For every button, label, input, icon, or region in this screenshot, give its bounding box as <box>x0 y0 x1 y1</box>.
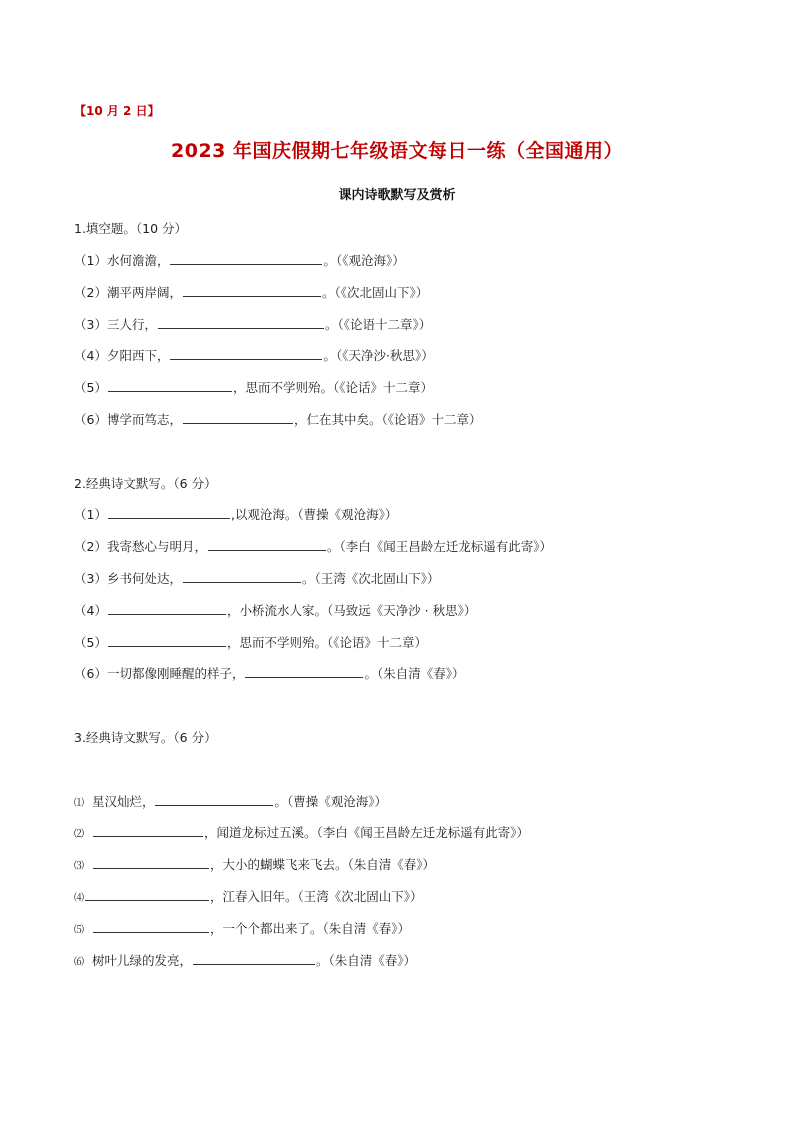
item-text-after: 。（《次北固山下》） <box>321 285 429 300</box>
item-number: ⑴ <box>74 798 84 809</box>
q1-item-6 <box>74 410 481 428</box>
item-text-before: 我寄愁心与明月， <box>106 539 207 554</box>
item-text-after: ，一个个都出来了。（朱自清《春》） <box>209 921 410 936</box>
question-1-heading: 1.填空题。（10 分） <box>74 221 188 236</box>
item-text-after: 。（《观沧海》） <box>323 253 405 268</box>
item-text-after: 。（《论语十二章》） <box>324 317 432 332</box>
q1-item-4 <box>74 346 434 364</box>
item-text-after: 。（曹操《观沧海》） <box>274 794 387 809</box>
item-number: （1） <box>74 507 107 522</box>
q2-item-3 <box>74 569 439 587</box>
q3-item-1 <box>74 792 387 812</box>
answer-blank[interactable] <box>245 664 363 678</box>
document-subtitle: 课内诗歌默写及赏析 <box>338 188 456 203</box>
item-number: （3） <box>74 317 107 332</box>
answer-blank[interactable] <box>183 283 321 297</box>
item-text-after: ，小桥流水人家。（马致远《天净沙 · 秋思》） <box>226 603 477 618</box>
answer-blank[interactable] <box>93 919 209 933</box>
answer-blank[interactable] <box>108 378 232 392</box>
item-number: （1） <box>74 253 107 268</box>
item-text-after: ，江春入旧年。（王湾《次北固山下》） <box>210 889 423 904</box>
q1-item-5 <box>74 378 433 396</box>
q2-item-2 <box>74 537 552 555</box>
answer-blank[interactable] <box>93 823 203 837</box>
item-text-after: ,以观沧海。（曹操《观沧海》） <box>230 507 398 522</box>
item-number: ⑹ <box>74 957 84 968</box>
answer-blank[interactable] <box>208 537 326 551</box>
answer-blank[interactable] <box>193 951 315 965</box>
item-text-before: 树叶儿绿的发亮， <box>91 953 192 968</box>
answer-blank[interactable] <box>158 315 324 329</box>
q2-item-6 <box>74 664 464 682</box>
q3-item-4 <box>74 887 423 907</box>
item-text-after: ，思而不学则殆。（《论话》十二章） <box>232 380 433 395</box>
item-number: （5） <box>74 635 107 650</box>
item-number: （2） <box>74 539 107 554</box>
item-number: （3） <box>74 571 107 586</box>
q1-item-3 <box>74 315 431 333</box>
q2-item-1 <box>74 505 397 523</box>
item-number: ⑶ <box>74 861 84 872</box>
item-number: ⑵ <box>74 829 84 840</box>
item-text-after: ，思而不学则殆。（《论语》十二章） <box>226 635 427 650</box>
item-number: （2） <box>74 285 107 300</box>
item-text-before: 一切都像刚睡醒的样子， <box>106 666 245 681</box>
answer-blank[interactable] <box>108 633 226 647</box>
answer-blank[interactable] <box>183 410 293 424</box>
answer-blank[interactable] <box>170 251 322 265</box>
item-text-after: 。（《天净沙·秋思》） <box>323 348 434 363</box>
question-3-heading: 3.经典诗文默写。（6 分） <box>74 730 217 745</box>
item-text-before: 夕阳西下， <box>106 348 170 363</box>
answer-blank[interactable] <box>108 505 230 519</box>
answer-blank[interactable] <box>183 569 301 583</box>
item-text-after: 。（朱自清《春》） <box>364 666 465 681</box>
item-text-after: ，闻道龙标过五溪。（李白《闻王昌龄左迁龙标遥有此寄》） <box>203 825 529 840</box>
answer-blank[interactable] <box>85 887 209 901</box>
item-text-after: ，仁在其中矣。（《论语》十二章） <box>293 412 482 427</box>
item-number: （4） <box>74 603 107 618</box>
question-2-heading: 2.经典诗文默写。（6 分） <box>74 476 217 491</box>
q3-item-6 <box>74 951 416 971</box>
item-text-after: 。（李白《闻王昌龄左迁龙标遥有此寄》） <box>326 539 552 554</box>
q2-item-5 <box>74 633 427 651</box>
item-number: ⑷ <box>74 893 84 904</box>
q2-item-4 <box>74 601 476 619</box>
item-text-after: 。（王湾《次北固山下》） <box>301 571 440 586</box>
item-number: （5） <box>74 380 107 395</box>
q1-item-1 <box>74 251 405 269</box>
q3-item-5 <box>74 919 410 939</box>
item-number: （6） <box>74 666 107 681</box>
item-number: ⑸ <box>74 925 84 936</box>
answer-blank[interactable] <box>155 792 273 806</box>
item-number: （6） <box>74 412 107 427</box>
document-title: 2023 年国庆假期七年级语文每日一练（全国通用） <box>171 140 623 162</box>
q3-item-2 <box>74 823 529 843</box>
answer-blank[interactable] <box>93 855 209 869</box>
item-text-after: ，大小的蝴蝶飞来飞去。（朱自清《春》） <box>209 857 435 872</box>
item-text-before: 潮平两岸阔， <box>106 285 182 300</box>
date-tag: 【10 月 2 日】 <box>74 104 160 118</box>
item-text-before: 乡书何处达， <box>106 571 182 586</box>
answer-blank[interactable] <box>108 601 226 615</box>
item-text-before: 星汉灿烂， <box>91 794 155 809</box>
q1-item-2 <box>74 283 428 301</box>
item-text-before: 水何澹澹， <box>106 253 170 268</box>
item-text-before: 博学而笃志， <box>106 412 182 427</box>
item-text-after: 。（朱自清《春》） <box>315 953 416 968</box>
q3-item-3 <box>74 855 435 875</box>
item-number: （4） <box>74 348 107 363</box>
item-text-before: 三人行， <box>106 317 157 332</box>
answer-blank[interactable] <box>170 346 322 360</box>
